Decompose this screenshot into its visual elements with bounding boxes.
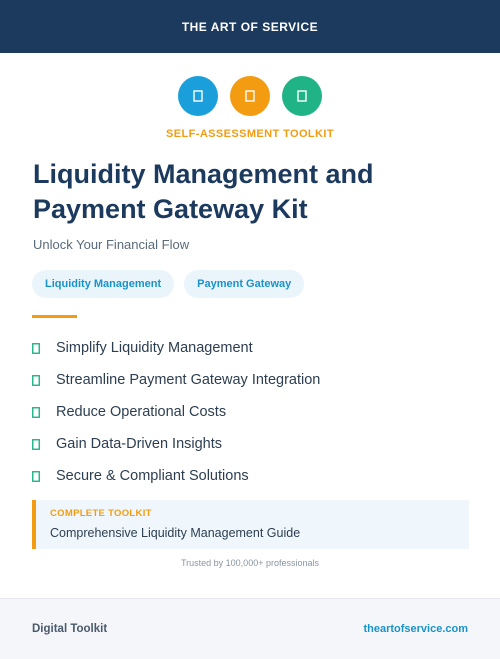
- feature-text: Streamline Payment Gateway Integration: [56, 372, 321, 388]
- header-bar: [0, 0, 500, 53]
- feature-text: Gain Data-Driven Insights: [56, 436, 223, 452]
- title-line-2: Payment Gateway Kit: [33, 194, 308, 224]
- accent-divider: [32, 315, 77, 318]
- feature-item: [32, 460, 320, 492]
- callout-text: Comprehensive Liquidity Management Guide: [50, 526, 301, 540]
- feature-list: [32, 332, 320, 492]
- brand-name: THE ART OF SERVICE: [181, 19, 319, 34]
- feature-item: [32, 428, 320, 460]
- callout-label: COMPLETE TOOLKIT: [50, 508, 152, 519]
- tag-liquidity-management: Liquidity Management: [32, 270, 174, 298]
- title-line-1: Liquidity Management and: [33, 159, 374, 189]
- placeholder-icon: [230, 76, 270, 116]
- tag-payment-gateway: Payment Gateway: [184, 270, 304, 298]
- placeholder-icon: [282, 76, 322, 116]
- footer-website-link[interactable]: theartofservice.com: [363, 623, 468, 635]
- feature-item: [32, 364, 320, 396]
- icon-row: [0, 76, 500, 116]
- toolkit-callout: [32, 500, 469, 549]
- feature-text: Secure & Compliant Solutions: [56, 468, 249, 484]
- check-placeholder-icon: [32, 471, 40, 482]
- feature-item: [32, 396, 320, 428]
- feature-text: Reduce Operational Costs: [56, 404, 227, 420]
- tag-list: [32, 270, 304, 298]
- kicker-label: SELF-ASSESSMENT TOOLKIT: [166, 128, 334, 140]
- check-placeholder-icon: [32, 407, 40, 418]
- footer-label: Digital Toolkit: [32, 623, 108, 635]
- page-title: [33, 157, 473, 227]
- trusted-note: Trusted by 100,000+ professionals: [180, 558, 319, 568]
- footer-bar: [0, 598, 500, 659]
- subtitle: Unlock Your Financial Flow: [33, 237, 190, 252]
- placeholder-icon: [178, 76, 218, 116]
- feature-item: [32, 332, 320, 364]
- check-placeholder-icon: [32, 375, 40, 386]
- feature-text: Simplify Liquidity Management: [56, 340, 253, 356]
- check-placeholder-icon: [32, 439, 40, 450]
- check-placeholder-icon: [32, 343, 40, 354]
